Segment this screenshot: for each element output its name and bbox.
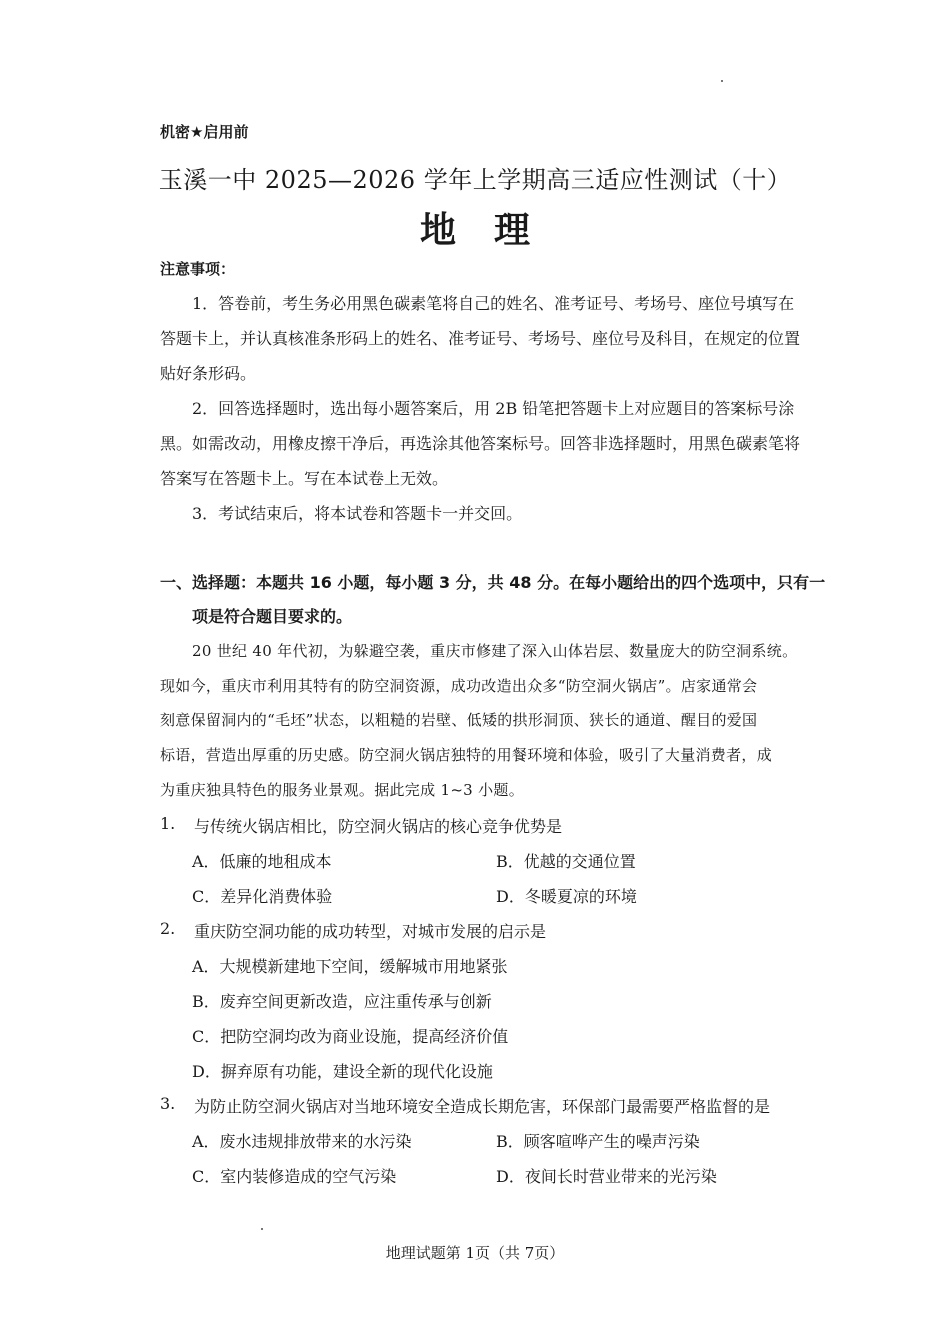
question-stem: 重庆防空洞功能的成功转型，对城市发展的启示是 [194,922,547,941]
question-number: 3. [160,1094,176,1113]
page-footer: 地理试题第 1页（共 7页） [385,1244,565,1262]
notes-line: 答题卡上，并认真核准条形码上的姓名、准考证号、考场号、座位号及科目，在规定的位置 [160,329,801,348]
scan-dot-top [721,80,723,82]
option-b: B．废弃空间更新改造，应注重传承与创新 [192,992,492,1011]
option-d: D．夜间长时营业带来的光污染 [496,1167,717,1186]
notes-line: 2．回答选择题时，选出每小题答案后，用 2B 铅笔把答题卡上对应题目的答案标号涂 [192,399,795,418]
passage-line: 标语，营造出厚重的历史感。防空洞火锅店独特的用餐环境和体验，吸引了大量消费者，成 [160,746,773,764]
option-c: C．把防空洞均改为商业设施，提高经济价值 [192,1027,509,1046]
scan-dot-bottom [261,1228,263,1230]
notes-line: 1．答卷前，考生务必用黑色碳素笔将自己的姓名、准考证号、考场号、座位号填写在 [192,294,795,313]
section-heading-cont: 项是符合题目要求的。 [192,607,353,626]
notes-line: 贴好条形码。 [160,364,257,383]
question-number: 1. [160,814,176,833]
option-a: A．低廉的地租成本 [192,852,332,871]
subject-title: 地理 [419,209,568,251]
option-a: A．大规模新建地下空间，缓解城市用地紧张 [192,957,508,976]
option-c: C．差异化消费体验 [192,887,333,906]
passage-line: 为重庆独具特色的服务业景观。据此完成 1~3 小题。 [160,781,524,799]
passage-line: 刻意保留洞内的“毛坯”状态，以粗糙的岩壁、低矮的拱形洞顶、狭长的通道、醒目的爱国 [160,711,758,729]
notes-line: 3．考试结束后，将本试卷和答题卡一并交回。 [192,504,523,523]
option-d: D．摒弃原有功能，建设全新的现代化设施 [192,1062,493,1081]
exam-title: 玉溪一中 2025—2026 学年上学期高三适应性测试（十） [158,166,792,194]
question-stem: 与传统火锅店相比，防空洞火锅店的核心竞争优势是 [194,817,563,836]
option-c: C．室内装修造成的空气污染 [192,1167,397,1186]
passage-line: 20 世纪 40 年代初，为躲避空袭，重庆市修建了深入山体岩层、数量庞大的防空洞系统。 [192,642,798,660]
notes-line: 黑。如需改动，用橡皮擦干净后，再选涂其他答案标号。回答非选择题时，用黑色碳素笔将 [160,434,801,453]
confidential-label: 机密★启用前 [160,123,249,141]
option-b: B．顾客喧哗产生的噪声污染 [496,1132,700,1151]
question-number: 2. [160,919,176,938]
passage-line: 现如今，重庆市利用其特有的防空洞资源，成功改造出众多“防空洞火锅店”。店家通常会 [160,677,758,695]
option-d: D．冬暖夏凉的环境 [496,887,637,906]
option-b: B．优越的交通位置 [496,852,636,871]
notes-line: 答案写在答题卡上。写在本试卷上无效。 [160,469,449,488]
notes-heading: 注意事项： [160,260,236,278]
option-a: A．废水违规排放带来的水污染 [192,1132,412,1151]
section-heading: 一、选择题：本题共 16 小题，每小题 3 分，共 48 分。在每小题给出的四个选项中，只有一 [160,573,826,592]
question-stem: 为防止防空洞火锅店对当地环境安全造成长期危害，环保部门最需要严格监督的是 [194,1097,771,1116]
